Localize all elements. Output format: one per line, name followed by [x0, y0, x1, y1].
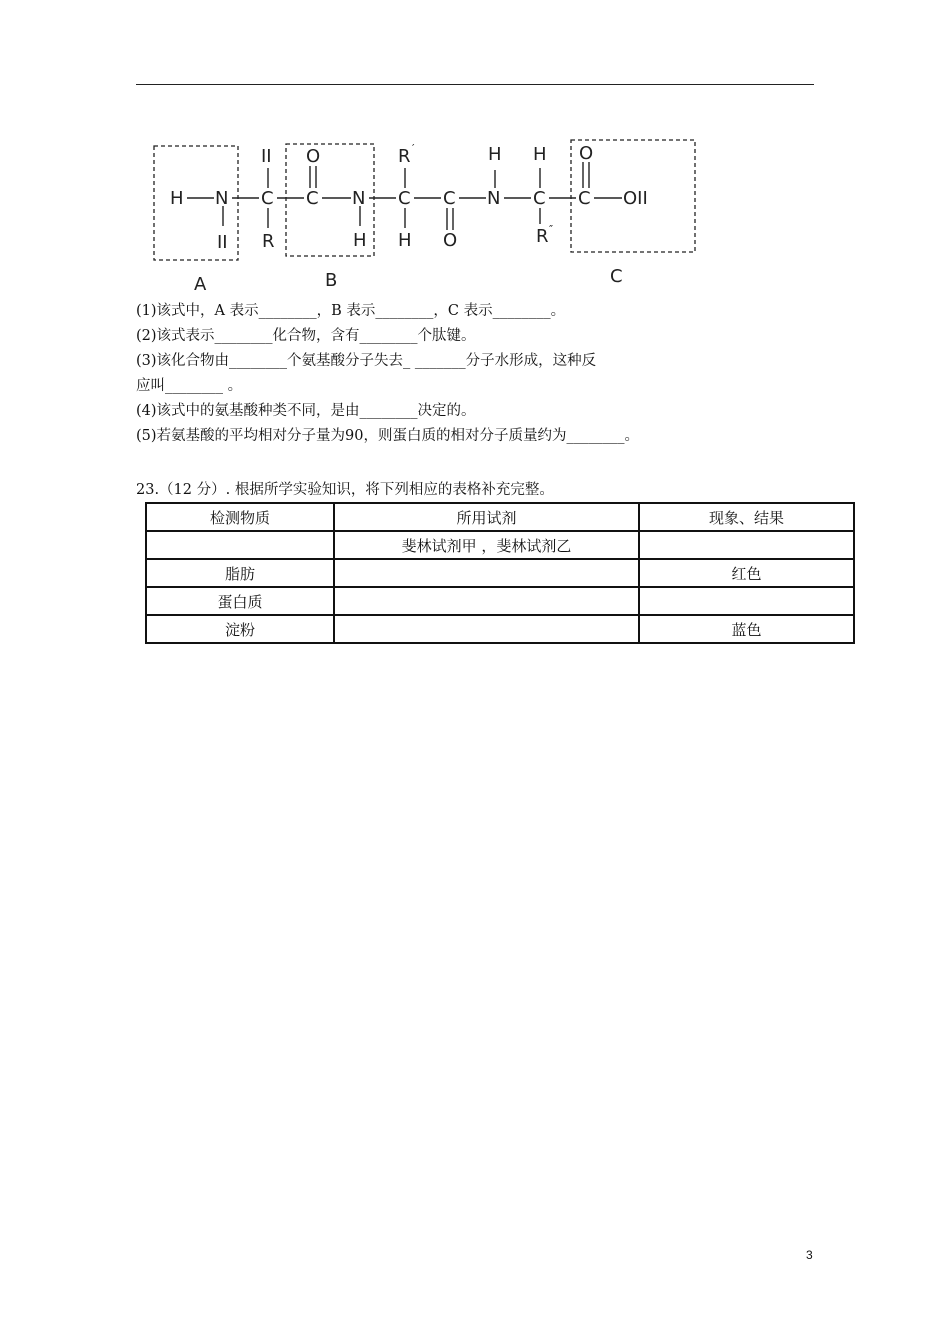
atom-r3: R: [536, 226, 549, 247]
label-b: B: [325, 270, 338, 291]
atom-r2-mark: ′: [412, 142, 415, 155]
label-a: A: [194, 274, 207, 295]
cell-reagent: [334, 587, 639, 615]
header-substance: 检测物质: [146, 503, 334, 531]
atom-c1: C: [261, 188, 274, 209]
atom-h-top-n3: H: [488, 144, 502, 165]
atom-h-top-c1: II: [261, 146, 272, 167]
atom-r-under-c1: R: [262, 231, 275, 252]
table-row: [146, 531, 854, 559]
cell-substance: [146, 531, 334, 559]
atom-n2: N: [352, 188, 366, 209]
peptide-structure-diagram: [140, 130, 720, 300]
atom-r3-mark: ″: [549, 223, 554, 236]
atom-h-under-n2: H: [353, 230, 367, 251]
atom-o2: O: [443, 230, 458, 251]
atom-c6: C: [578, 188, 591, 209]
atom-h-under-n1: II: [217, 232, 228, 253]
question-2: (2)该式表示________化合物，含有________个肽键。: [136, 328, 476, 344]
table-header-row: [146, 503, 854, 531]
atom-o1: O: [306, 146, 321, 167]
header-reagent: 所用试剂: [334, 503, 639, 531]
atom-o3: O: [579, 143, 594, 164]
cell-reagent: 斐林试剂甲 ，斐林试剂乙: [334, 531, 639, 559]
atom-c5: C: [533, 188, 546, 209]
cell-result: [639, 531, 854, 559]
atom-c2: C: [306, 188, 319, 209]
table-row: [146, 615, 854, 643]
cell-result: [639, 587, 854, 615]
atom-h-left: H: [170, 188, 184, 209]
cell-substance: 淀粉: [146, 615, 334, 643]
cell-reagent: [334, 559, 639, 587]
question-5: (5)若氨基酸的平均相对分子量为90，则蛋白质的相对分子质量约为________。: [136, 428, 639, 444]
atom-r2: R: [398, 146, 411, 167]
cell-result: 红色: [639, 559, 854, 587]
atom-n1: N: [215, 188, 229, 209]
cell-substance: 脂肪: [146, 559, 334, 587]
atom-c4: C: [443, 188, 456, 209]
header-result: 现象、结果: [639, 503, 854, 531]
section-23-title: 23.（12 分）. 根据所学实验知识，将下列相应的表格补充完整。: [136, 482, 554, 498]
atom-c3: C: [398, 188, 411, 209]
header-rule: [136, 84, 814, 85]
cell-substance: 蛋白质: [146, 587, 334, 615]
table-row: [146, 559, 854, 587]
question-3a: (3)该化合物由________个氨基酸分子失去_ _______分子水形成，这种反: [136, 353, 597, 369]
cell-result: 蓝色: [639, 615, 854, 643]
atom-oh: OII: [623, 188, 648, 209]
atom-h-under-c3: H: [398, 230, 412, 251]
question-4: (4)该式中的氨基酸种类不同，是由________决定的。: [136, 403, 476, 419]
cell-reagent: [334, 615, 639, 643]
question-3b: 应叫________ 。: [136, 378, 243, 394]
label-c: C: [610, 266, 623, 287]
page-number: 3: [806, 1248, 813, 1262]
question-1: (1)该式中，A 表示________，B 表示________，C 表示________。: [136, 303, 566, 319]
table-row: [146, 587, 854, 615]
atom-h-top-c5: H: [533, 144, 547, 165]
atom-n3: N: [487, 188, 501, 209]
reagent-table: [145, 502, 855, 644]
